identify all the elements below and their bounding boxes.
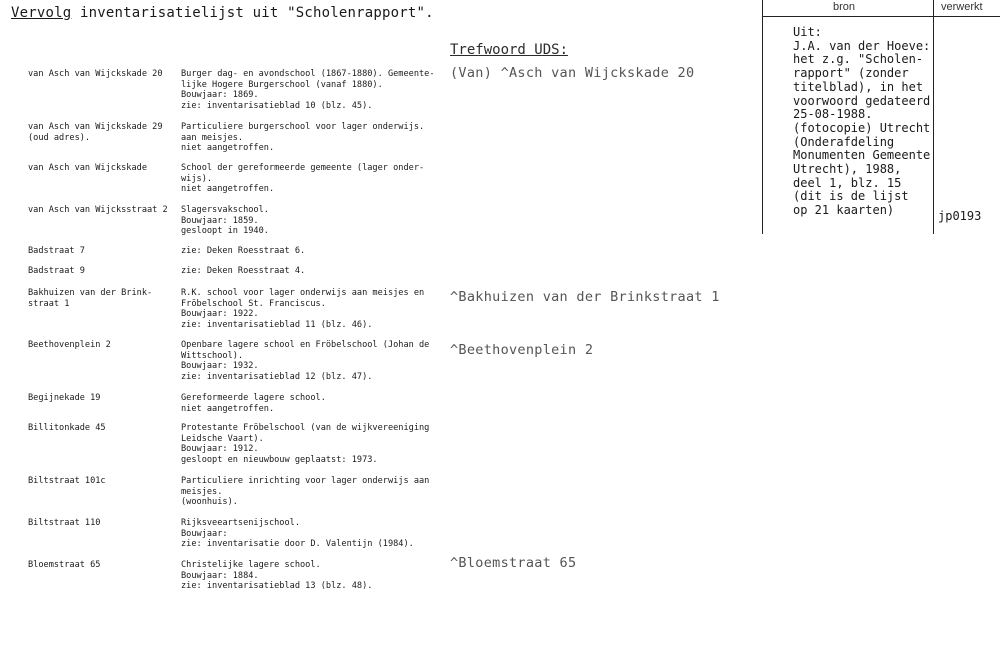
- entry-line: Bouwjaar: 1932.: [181, 361, 259, 372]
- entry-description: [181, 476, 451, 508]
- entry-line: Burger dag- en avondschool (1867-1880). Gemeente-: [181, 69, 435, 79]
- entry-line: Slagersvakschool.: [181, 205, 269, 215]
- entry-line: aan meisjes.: [181, 132, 244, 143]
- entry-line: wijs).: [181, 173, 213, 184]
- entry-line: Gereformeerde lagere school.: [181, 393, 326, 403]
- bron-line: deel 1, blz. 15: [793, 175, 902, 190]
- bron-line: het z.g. "Scholen-: [793, 52, 924, 67]
- entry-address: van Asch van Wijckskade 20: [28, 69, 163, 79]
- bron-line: J.A. van der Hoeve:: [793, 38, 931, 53]
- bron-text: [793, 26, 933, 218]
- bron-line: Utrecht), 1988,: [793, 162, 902, 177]
- entry-line: Particuliere burgerschool voor lager onderwijs.: [181, 122, 425, 132]
- bron-header: bron: [833, 1, 856, 13]
- entry-line: Bouwjaar: 1922.: [181, 309, 259, 320]
- entry-description: [181, 246, 451, 257]
- entry-description: [181, 560, 451, 592]
- entry-address: Badstraat 9: [28, 266, 85, 276]
- entry-line: Bouwjaar: 1859.: [181, 215, 259, 226]
- verwerkt-header: verwerkt: [941, 1, 983, 13]
- entry-address: Biltstraat 110: [28, 518, 101, 528]
- entry-line: zie: inventarisatie door D. Valentijn (1984).: [181, 539, 414, 550]
- entry-address: van Asch van Wijcksstraat 2: [28, 205, 168, 215]
- entry-description: [181, 340, 451, 382]
- entry-description: [181, 288, 451, 330]
- entry-line: (woonhuis).: [181, 497, 238, 508]
- entry-line: niet aangetroffen.: [181, 403, 275, 414]
- entry-description: [181, 393, 451, 414]
- entry-line: meisjes.: [181, 486, 223, 497]
- entry-line: Wittschool).: [181, 350, 244, 361]
- verwerkt-code: jp0193: [938, 209, 982, 223]
- entry-address: van Asch van Wijckskade 29 (oud adres).: [28, 122, 163, 143]
- entry-address: Bloemstraat 65: [28, 560, 101, 570]
- keyword-1: (Van) ^Asch van Wijckskade 20: [450, 65, 695, 81]
- entry-address: Billitonkade 45: [28, 423, 106, 433]
- keyword-4: ^Bloemstraat 65: [450, 555, 577, 571]
- page-title: [11, 5, 434, 21]
- trefwoord-header: Trefwoord UDS:: [450, 42, 569, 58]
- entry-line: niet aangetroffen.: [181, 143, 275, 154]
- bron-line: (Onderafdeling: [793, 134, 895, 149]
- header-divider: [762, 16, 1000, 17]
- entry-line: zie: inventarisatieblad 11 (blz. 46).: [181, 319, 373, 330]
- entry-line: R.K. school voor lager onderwijs aan meisjes en: [181, 288, 425, 298]
- entry-line: Particuliere inrichting voor lager onderwijs aan: [181, 476, 430, 486]
- bron-line: (fotocopie) Utrecht: [793, 120, 931, 135]
- entry-line: zie: inventarisatieblad 10 (blz. 45).: [181, 100, 373, 111]
- bron-left-border: [762, 0, 763, 234]
- entry-address: Bakhuizen van der Brink- straat 1: [28, 288, 153, 309]
- entry-line: Bouwjaar: 1869.: [181, 90, 259, 101]
- entry-line: Leidsche Vaart).: [181, 433, 264, 444]
- entry-address: van Asch van Wijckskade: [28, 163, 147, 173]
- bron-line: 25-08-1988.: [793, 107, 873, 122]
- entry-line: gesloopt en nieuwbouw geplaatst: 1973.: [181, 454, 378, 465]
- entry-description: [181, 122, 451, 154]
- bron-line: Uit:: [793, 25, 822, 39]
- column-divider: [933, 0, 934, 234]
- entry-line: Protestante Fröbelschool (van de wijkvereeniging: [181, 423, 430, 433]
- entry-description: [181, 518, 451, 550]
- entry-line: School der gereformeerde gemeente (lager onder-: [181, 163, 425, 173]
- entry-line: zie: inventarisatieblad 13 (blz. 48).: [181, 581, 373, 592]
- entry-line: Openbare lagere school en Fröbelschool (Johan de: [181, 340, 430, 350]
- keyword-3: ^Beethovenplein 2: [450, 342, 594, 358]
- keyword-2: ^Bakhuizen van der Brinkstraat 1: [450, 289, 720, 305]
- entry-description: [181, 205, 451, 237]
- entry-address: Biltstraat 101c: [28, 476, 106, 486]
- entry-description: [181, 266, 451, 277]
- entry-description: [181, 163, 451, 195]
- entry-address: Begijnekade 19: [28, 393, 101, 403]
- bron-line: rapport" (zonder: [793, 66, 909, 81]
- entry-line: Bouwjaar: 1884.: [181, 570, 259, 581]
- entry-line: zie: Deken Roesstraat 4.: [181, 266, 306, 276]
- entry-description: [181, 69, 451, 111]
- entry-address: Badstraat 7: [28, 246, 85, 256]
- entry-line: zie: Deken Roesstraat 6.: [181, 246, 306, 256]
- entry-line: Christelijke lagere school.: [181, 560, 321, 570]
- title-underlined-word: Vervolg: [11, 5, 72, 21]
- bron-line: (dit is de lijst: [793, 189, 909, 204]
- bron-line: op 21 kaarten): [793, 203, 895, 218]
- entry-line: zie: inventarisatieblad 12 (blz. 47).: [181, 371, 373, 382]
- entry-line: Bouwjaar:: [181, 528, 228, 539]
- bron-line: titelblad), in het: [793, 79, 924, 94]
- entry-line: Bouwjaar: 1912.: [181, 444, 259, 455]
- entry-description: [181, 423, 451, 465]
- title-rest: inventarisatielijst uit "Scholenrapport".: [71, 5, 434, 21]
- entry-line: Rijksveeartsenijschool.: [181, 518, 300, 528]
- entry-line: Fröbelschool St. Franciscus.: [181, 298, 326, 309]
- entry-line: niet aangetroffen.: [181, 184, 275, 195]
- bron-line: Monumenten Gemeente: [793, 148, 931, 163]
- entry-address: Beethovenplein 2: [28, 340, 111, 350]
- bron-line: voorwoord gedateerd: [793, 93, 931, 108]
- entry-line: gesloopt in 1940.: [181, 226, 269, 237]
- entry-line: lijke Hogere Burgerschool (vanaf 1880).: [181, 79, 383, 90]
